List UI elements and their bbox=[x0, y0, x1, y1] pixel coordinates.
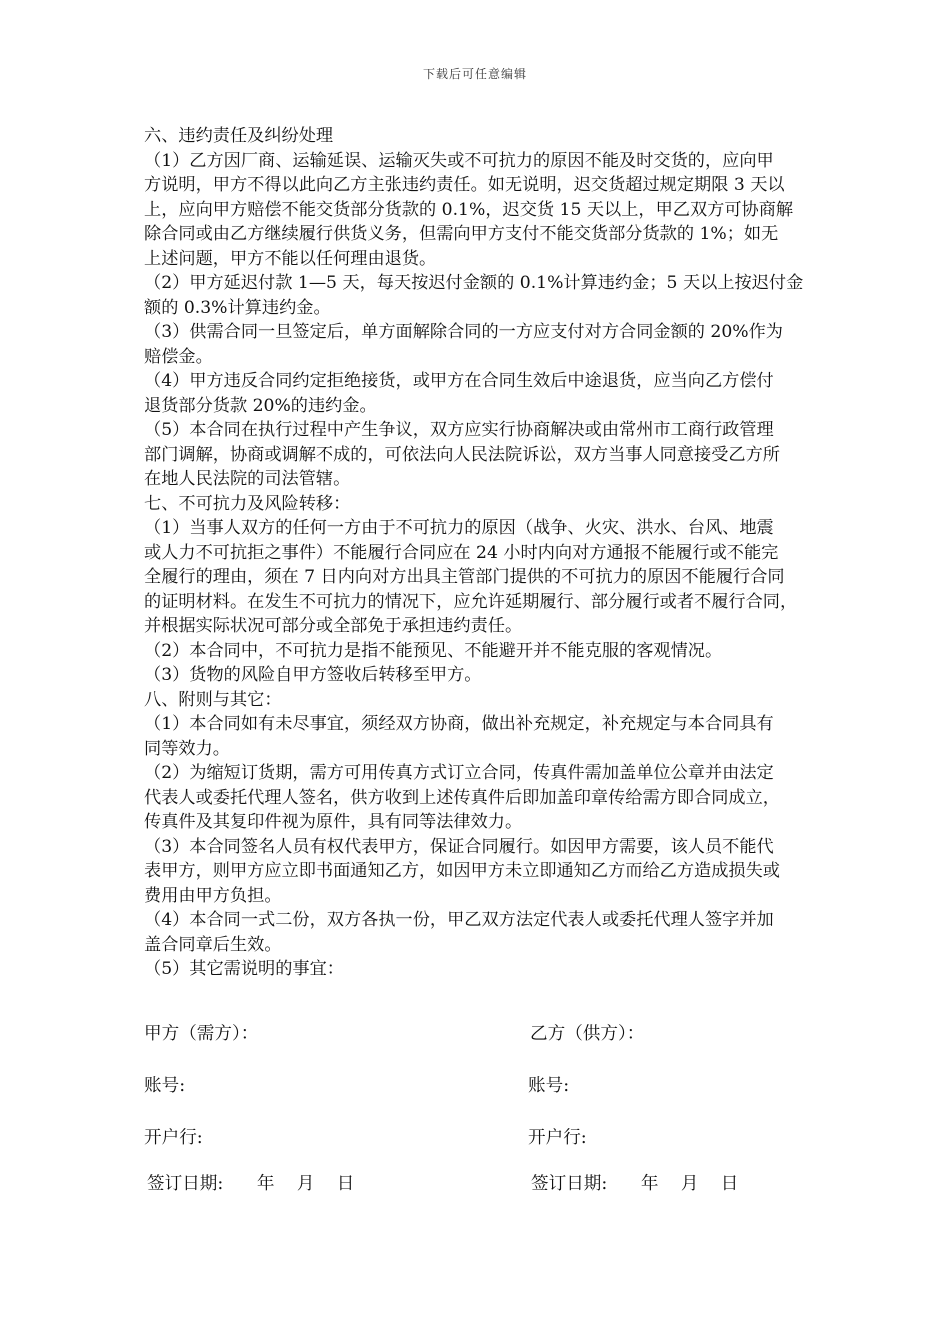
body-line: （2）本合同中，不可抗力是指不能预见、不能避开并不能克服的客观情况。 bbox=[144, 640, 723, 661]
signature-row-account bbox=[144, 1072, 816, 1098]
body-line: （2）为缩短订货期，需方可用传真方式订立合同，传真件需加盖单位公章并由法定 bbox=[144, 763, 774, 783]
section-heading: 六、违约责任及纠纷处理 bbox=[144, 126, 334, 146]
header-note: 下载后可任意编辑 bbox=[422, 67, 527, 81]
body-line: 退货部分货款 20%的违约金。 bbox=[144, 395, 377, 416]
body-line: （1）本合同如有未尽事宜，须经双方协商，做出补充规定，补充规定与本合同具有 bbox=[144, 714, 774, 734]
body-line: 额的 0.3%计算违约金。 bbox=[144, 297, 331, 318]
signature-row-date bbox=[144, 1170, 816, 1196]
section-heading: 七、不可抗力及风险转移： bbox=[144, 493, 351, 514]
contract-body bbox=[144, 124, 816, 982]
body-line: 或人力不可抗拒之事件）不能履行合同应在 24 小时内向对方通报不能履行或不能完 bbox=[144, 542, 779, 563]
body-line: 盖合同章后生效。 bbox=[144, 934, 282, 955]
body-line: 上述问题，甲方不能以任何理由退货。 bbox=[144, 248, 437, 269]
date-b-label: 签订日期: 年 月 日 bbox=[531, 1174, 739, 1194]
party-b-label: 乙方（供方）： bbox=[530, 1024, 645, 1044]
bank-b-label: 开户行: bbox=[528, 1128, 587, 1148]
signature-row-bank bbox=[144, 1124, 816, 1150]
body-line: 同等效力。 bbox=[144, 738, 230, 759]
body-line: （5）其它需说明的事宜： bbox=[144, 959, 344, 979]
account-b-label: 账号: bbox=[528, 1076, 570, 1096]
signature-row-party bbox=[144, 1020, 816, 1046]
body-line: （4）本合同一式二份，双方各执一份，甲乙双方法定代表人或委托代理人签字并加 bbox=[144, 910, 774, 930]
body-line: 除合同或由乙方继续履行供货义务，但需向甲方支付不能交货部分货款的 1%；如无 bbox=[144, 224, 779, 244]
body-line: 赔偿金。 bbox=[144, 346, 213, 367]
body-line: 表甲方，则甲方应立即书面通知乙方，如因甲方未立即通知乙方而给乙方造成损失或 bbox=[144, 861, 780, 881]
body-line: 费用由甲方负担。 bbox=[144, 885, 282, 906]
body-line: （3）货物的风险自甲方签收后转移至甲方。 bbox=[144, 665, 482, 685]
bank-a-label: 开户行: bbox=[144, 1128, 203, 1148]
body-line: 方说明，甲方不得以此向乙方主张违约责任。如无说明，迟交货超过规定期限 3 天以 bbox=[144, 175, 785, 195]
body-line: 全履行的理由，须在 7 日内向对方出具主管部门提供的不可抗力的原因不能履行合同 bbox=[144, 567, 785, 587]
body-line: 在地人民法院的司法管辖。 bbox=[144, 469, 351, 489]
body-line: （1）当事人双方的任何一方由于不可抗力的原因（战争、火灾、洪水、台风、地震 bbox=[144, 518, 774, 538]
body-line: （3）供需合同一旦签定后，单方面解除合同的一方应支付对方合同金额的 20%作为 bbox=[144, 322, 783, 342]
body-line: 上，应向甲方赔偿不能交货部分货款的 0.1%，迟交货 15 天以上，甲乙双方可协商解 bbox=[144, 199, 794, 220]
body-line: 部门调解，协商或调解不成的，可依法向人民法院诉讼，双方当事人同意接受乙方所 bbox=[144, 444, 780, 465]
body-line: （2）甲方延迟付款 1—5 天，每天按迟付金额的 0.1%计算违约金；5 天以上按迟付金 bbox=[144, 273, 804, 293]
date-a-label: 签订日期: 年 月 日 bbox=[147, 1174, 355, 1194]
body-line: （4）甲方违反合同约定拒绝接货，或甲方在合同生效后中途退货，应当向乙方偿付 bbox=[144, 371, 774, 391]
body-line: 的证明材料。在发生不可抗力的情况下，应允许延期履行、部分履行或者不履行合同， bbox=[144, 591, 798, 612]
body-line: （3）本合同签名人员有权代表甲方，保证合同履行。如因甲方需要，该人员不能代 bbox=[144, 836, 774, 857]
body-line: （1）乙方因厂商、运输延误、运输灭失或不可抗力的原因不能及时交货的，应向甲 bbox=[144, 150, 774, 171]
body-line: （5）本合同在执行过程中产生争议，双方应实行协商解决或由常州市工商行政管理 bbox=[144, 420, 774, 440]
party-a-label: 甲方（需方）： bbox=[144, 1024, 259, 1044]
body-line: 代表人或委托代理人签名，供方收到上述传真件后即加盖印章传给需方即合同成立， bbox=[144, 787, 780, 808]
section-heading: 八、附则与其它： bbox=[144, 689, 282, 710]
body-line: 并根据实际状况可部分或全部免于承担违约责任。 bbox=[144, 616, 523, 636]
account-a-label: 账号: bbox=[144, 1076, 186, 1096]
body-line: 传真件及其复印件视为原件，具有同等法律效力。 bbox=[144, 812, 523, 832]
